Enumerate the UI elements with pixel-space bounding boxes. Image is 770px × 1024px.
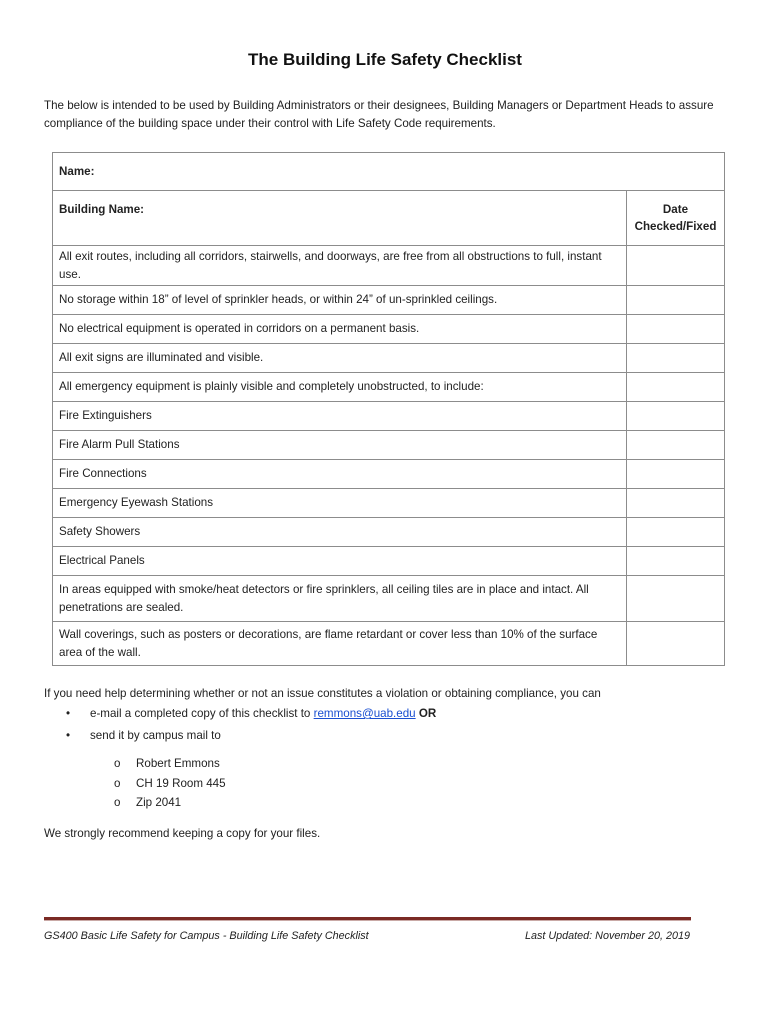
name-label: Name: [59,164,95,178]
list-item [44,794,744,814]
address-list [44,755,744,814]
row-text: In areas equipped with smoke/heat detectors or fire sprinklers, all ceiling tiles are in place and intact. All penetrations are sealed. [53,576,627,622]
name-field[interactable] [53,153,725,191]
contact-options [44,705,744,749]
row-text: Wall coverings, such as posters or decorations, are flame retardant or cover less than 10% of the surface area of the wall. [53,622,627,666]
table-row [53,315,725,344]
date-cell[interactable] [627,489,725,518]
row-text: Electrical Panels [53,547,627,576]
address-line: CH 19 Room 445 [136,776,226,790]
table-row [53,344,725,373]
row-text: Emergency Eyewash Stations [53,489,627,518]
bullet-icon: • [66,729,71,742]
date-cell[interactable] [627,622,725,666]
date-cell[interactable] [627,402,725,431]
address-line: Robert Emmons [136,757,220,770]
row-text: Safety Showers [53,518,627,547]
date-header-label: Date Checked/Fixed [634,202,717,233]
list-item [44,705,744,727]
building-name-label: Building Name: [59,203,145,216]
building-name-field[interactable] [53,191,627,246]
list-item [44,727,744,749]
footer-divider [44,917,691,921]
date-cell[interactable] [627,547,725,576]
sub-bullet-icon: o [114,796,121,809]
sub-bullet-icon: o [114,757,121,770]
footer-last-updated: Last Updated: November 20, 2019 [524,930,690,942]
row-text: All exit signs are illuminated and visible. [53,344,627,373]
row-text: All exit routes, including all corridors, stairwells, and doorways, are free from all obstructions to full, instant use. [53,246,627,286]
name-row [53,153,725,191]
footer-document-name: GS400 Basic Life Safety for Campus - Building Life Safety Checklist [44,930,369,942]
date-cell[interactable] [627,518,725,547]
date-cell[interactable] [627,460,725,489]
bullet-icon: • [66,707,71,720]
date-cell[interactable] [627,431,725,460]
date-cell[interactable] [627,576,725,622]
address-line: Zip 2041 [136,796,182,809]
table-row [53,402,725,431]
table-row [53,547,725,576]
row-text: Fire Alarm Pull Stations [53,431,627,460]
row-text: No storage within 18” of level of sprinkler heads, or within 24” of un-sprinkled ceilings. [53,286,627,315]
building-row [53,191,725,246]
table-row [53,518,725,547]
mail-option-text: send it by campus mail to [90,729,221,742]
intro-paragraph: The below is intended to be used by Building Administrators or their designees, Building Managers or Department Heads to assure compliance of the building space under their control with Life Safety Code requirements. [44,99,714,130]
table-row [53,489,725,518]
table-row [53,460,725,489]
date-cell[interactable] [627,286,725,315]
closing-note: We strongly recommend keeping a copy for your files. [44,827,321,840]
help-lead: If you need help determining whether or not an issue constitutes a violation or obtaining compliance, you can [44,687,601,700]
sub-bullet-icon: o [114,776,121,790]
table-row [53,286,725,315]
date-cell[interactable] [627,344,725,373]
or-label: OR [418,707,437,720]
page-title: The Building Life Safety Checklist [248,50,522,69]
table-row [53,246,725,286]
list-item [44,755,744,775]
date-cell[interactable] [627,246,725,286]
row-text: Fire Connections [53,460,627,489]
email-option-text: e-mail a completed copy of this checklist to [90,707,311,720]
email-link[interactable]: remmons@uab.edu [313,707,416,720]
row-text: Fire Extinguishers [53,402,627,431]
table-row [53,576,725,622]
help-section [44,685,744,814]
list-item [44,775,744,795]
table-row [53,622,725,666]
date-header [627,191,725,246]
row-text: No electrical equipment is operated in corridors on a permanent basis. [53,315,627,344]
date-cell[interactable] [627,315,725,344]
date-cell[interactable] [627,373,725,402]
table-row [53,373,725,402]
table-row [53,431,725,460]
checklist-table [52,152,725,666]
row-text: All emergency equipment is plainly visible and completely unobstructed, to include: [53,373,627,402]
